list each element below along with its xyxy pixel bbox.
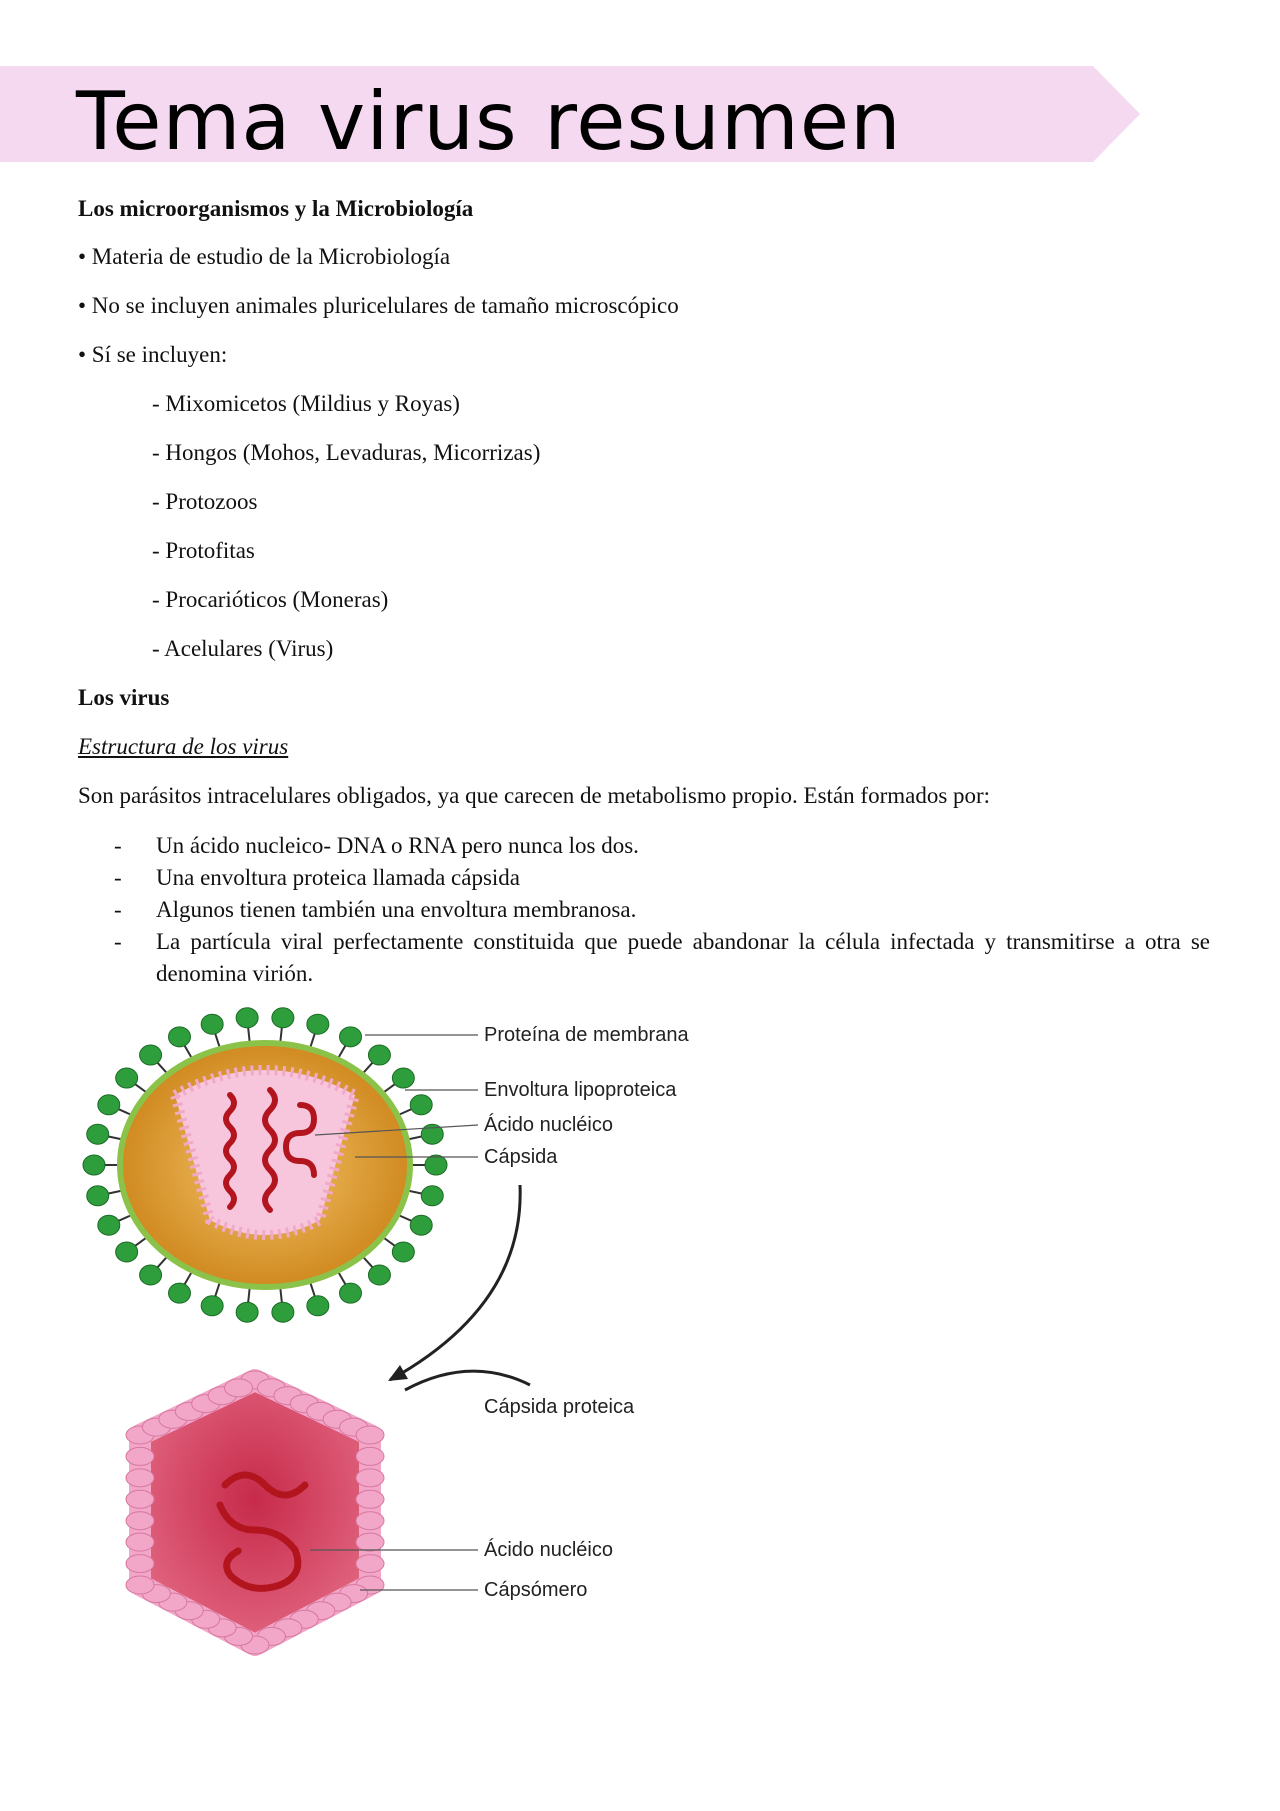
spike-head (140, 1045, 162, 1065)
spike-head (83, 1155, 105, 1175)
sub-item: - Protofitas (152, 538, 255, 563)
spike-head (236, 1302, 258, 1322)
sub-item: - Procarióticos (Moneras) (152, 587, 389, 612)
spike-head (116, 1068, 138, 1088)
capsomer (225, 1379, 253, 1397)
label-nucleic-acid-bottom: Ácido nucléico (484, 1539, 613, 1561)
section-heading-microorganisms: Los microorganismos y la Microbiología (78, 196, 474, 221)
spike-head (392, 1242, 414, 1262)
spike-head (425, 1155, 447, 1175)
sub-item: - Mixomicetos (Mildius y Royas) (152, 391, 460, 416)
dash-marker: - (114, 865, 122, 890)
spike-head (98, 1215, 120, 1235)
spike-head (272, 1302, 294, 1322)
capsomer (356, 1555, 384, 1573)
spike-head (140, 1265, 162, 1285)
spike-head (340, 1283, 362, 1303)
spike-head (392, 1068, 414, 1088)
spike-head (307, 1014, 329, 1034)
label-protein-capsid: Cápsida proteica (484, 1396, 635, 1418)
dash-marker: - (114, 929, 122, 954)
capsomer (126, 1533, 154, 1551)
bullet-item: • No se incluyen animales pluricelulares de tamaño microscópico (78, 293, 679, 318)
intro-paragraph: Son parásitos intracelulares obligados, ya que carecen de metabolismo propio. Están formados por: (78, 783, 991, 808)
spike-head (169, 1283, 191, 1303)
capsomer (126, 1512, 154, 1530)
spike-head (201, 1296, 223, 1316)
page-title: Tema virus resumen (76, 75, 902, 168)
dash-marker: - (114, 833, 122, 858)
list-item: La partícula viral perfectamente constituida que puede abandonar la célula infectada y transmitirse a otra se denomina virión. (156, 929, 1210, 986)
capsid-pointer (405, 1371, 530, 1390)
capsomer (356, 1447, 384, 1465)
capsomer (356, 1533, 384, 1551)
naked-capsid-illustration (126, 1371, 384, 1654)
label-nucleic-acid: Ácido nucléico (484, 1114, 613, 1136)
spike-head (307, 1296, 329, 1316)
arrow-curve (390, 1185, 520, 1380)
spike-head (340, 1027, 362, 1047)
sub-item: - Protozoos (152, 489, 258, 514)
spike-head (169, 1027, 191, 1047)
spike-head (236, 1008, 258, 1028)
spike-head (98, 1095, 120, 1115)
spike-head (368, 1265, 390, 1285)
virus-diagram (70, 1005, 690, 1705)
spike-head (272, 1008, 294, 1028)
spike-head (87, 1124, 109, 1144)
capsomer (356, 1469, 384, 1487)
capsomer (356, 1490, 384, 1508)
spike-head (410, 1215, 432, 1235)
spike-head (368, 1045, 390, 1065)
label-lipoprotein-envelope: Envoltura lipoproteica (484, 1079, 677, 1101)
section-heading-virus: Los virus (78, 685, 170, 710)
label-capsid: Cápsida (484, 1146, 558, 1168)
spike-head (116, 1242, 138, 1262)
capsomer (126, 1555, 154, 1573)
dash-marker: - (114, 897, 122, 922)
enveloped-virus-illustration (83, 1008, 447, 1322)
capsomer (126, 1469, 154, 1487)
capsomer (126, 1447, 154, 1465)
capsomer (126, 1490, 154, 1508)
sub-item: - Hongos (Mohos, Levaduras, Micorrizas) (152, 440, 541, 465)
spike-head (87, 1186, 109, 1206)
sub-item: - Acelulares (Virus) (152, 636, 334, 661)
bullet-item: • Materia de estudio de la Microbiología (78, 244, 451, 269)
bullet-item: • Sí se incluyen: (78, 342, 228, 367)
label-membrane-protein: Proteína de membrana (484, 1024, 689, 1046)
spike-head (410, 1095, 432, 1115)
label-capsomer: Cápsómero (484, 1579, 588, 1601)
spike-head (201, 1014, 223, 1034)
capsomer (356, 1426, 384, 1444)
list-item: Algunos tienen también una envoltura membranosa. (156, 897, 637, 922)
capsomer (126, 1576, 154, 1594)
list-item: Un ácido nucleico- DNA o RNA pero nunca los dos. (156, 833, 639, 858)
list-item: Una envoltura proteica llamada cápsida (156, 865, 521, 890)
spike-head (421, 1186, 443, 1206)
section-subheading-structure: Estructura de los virus (78, 734, 289, 759)
capsomer (356, 1512, 384, 1530)
